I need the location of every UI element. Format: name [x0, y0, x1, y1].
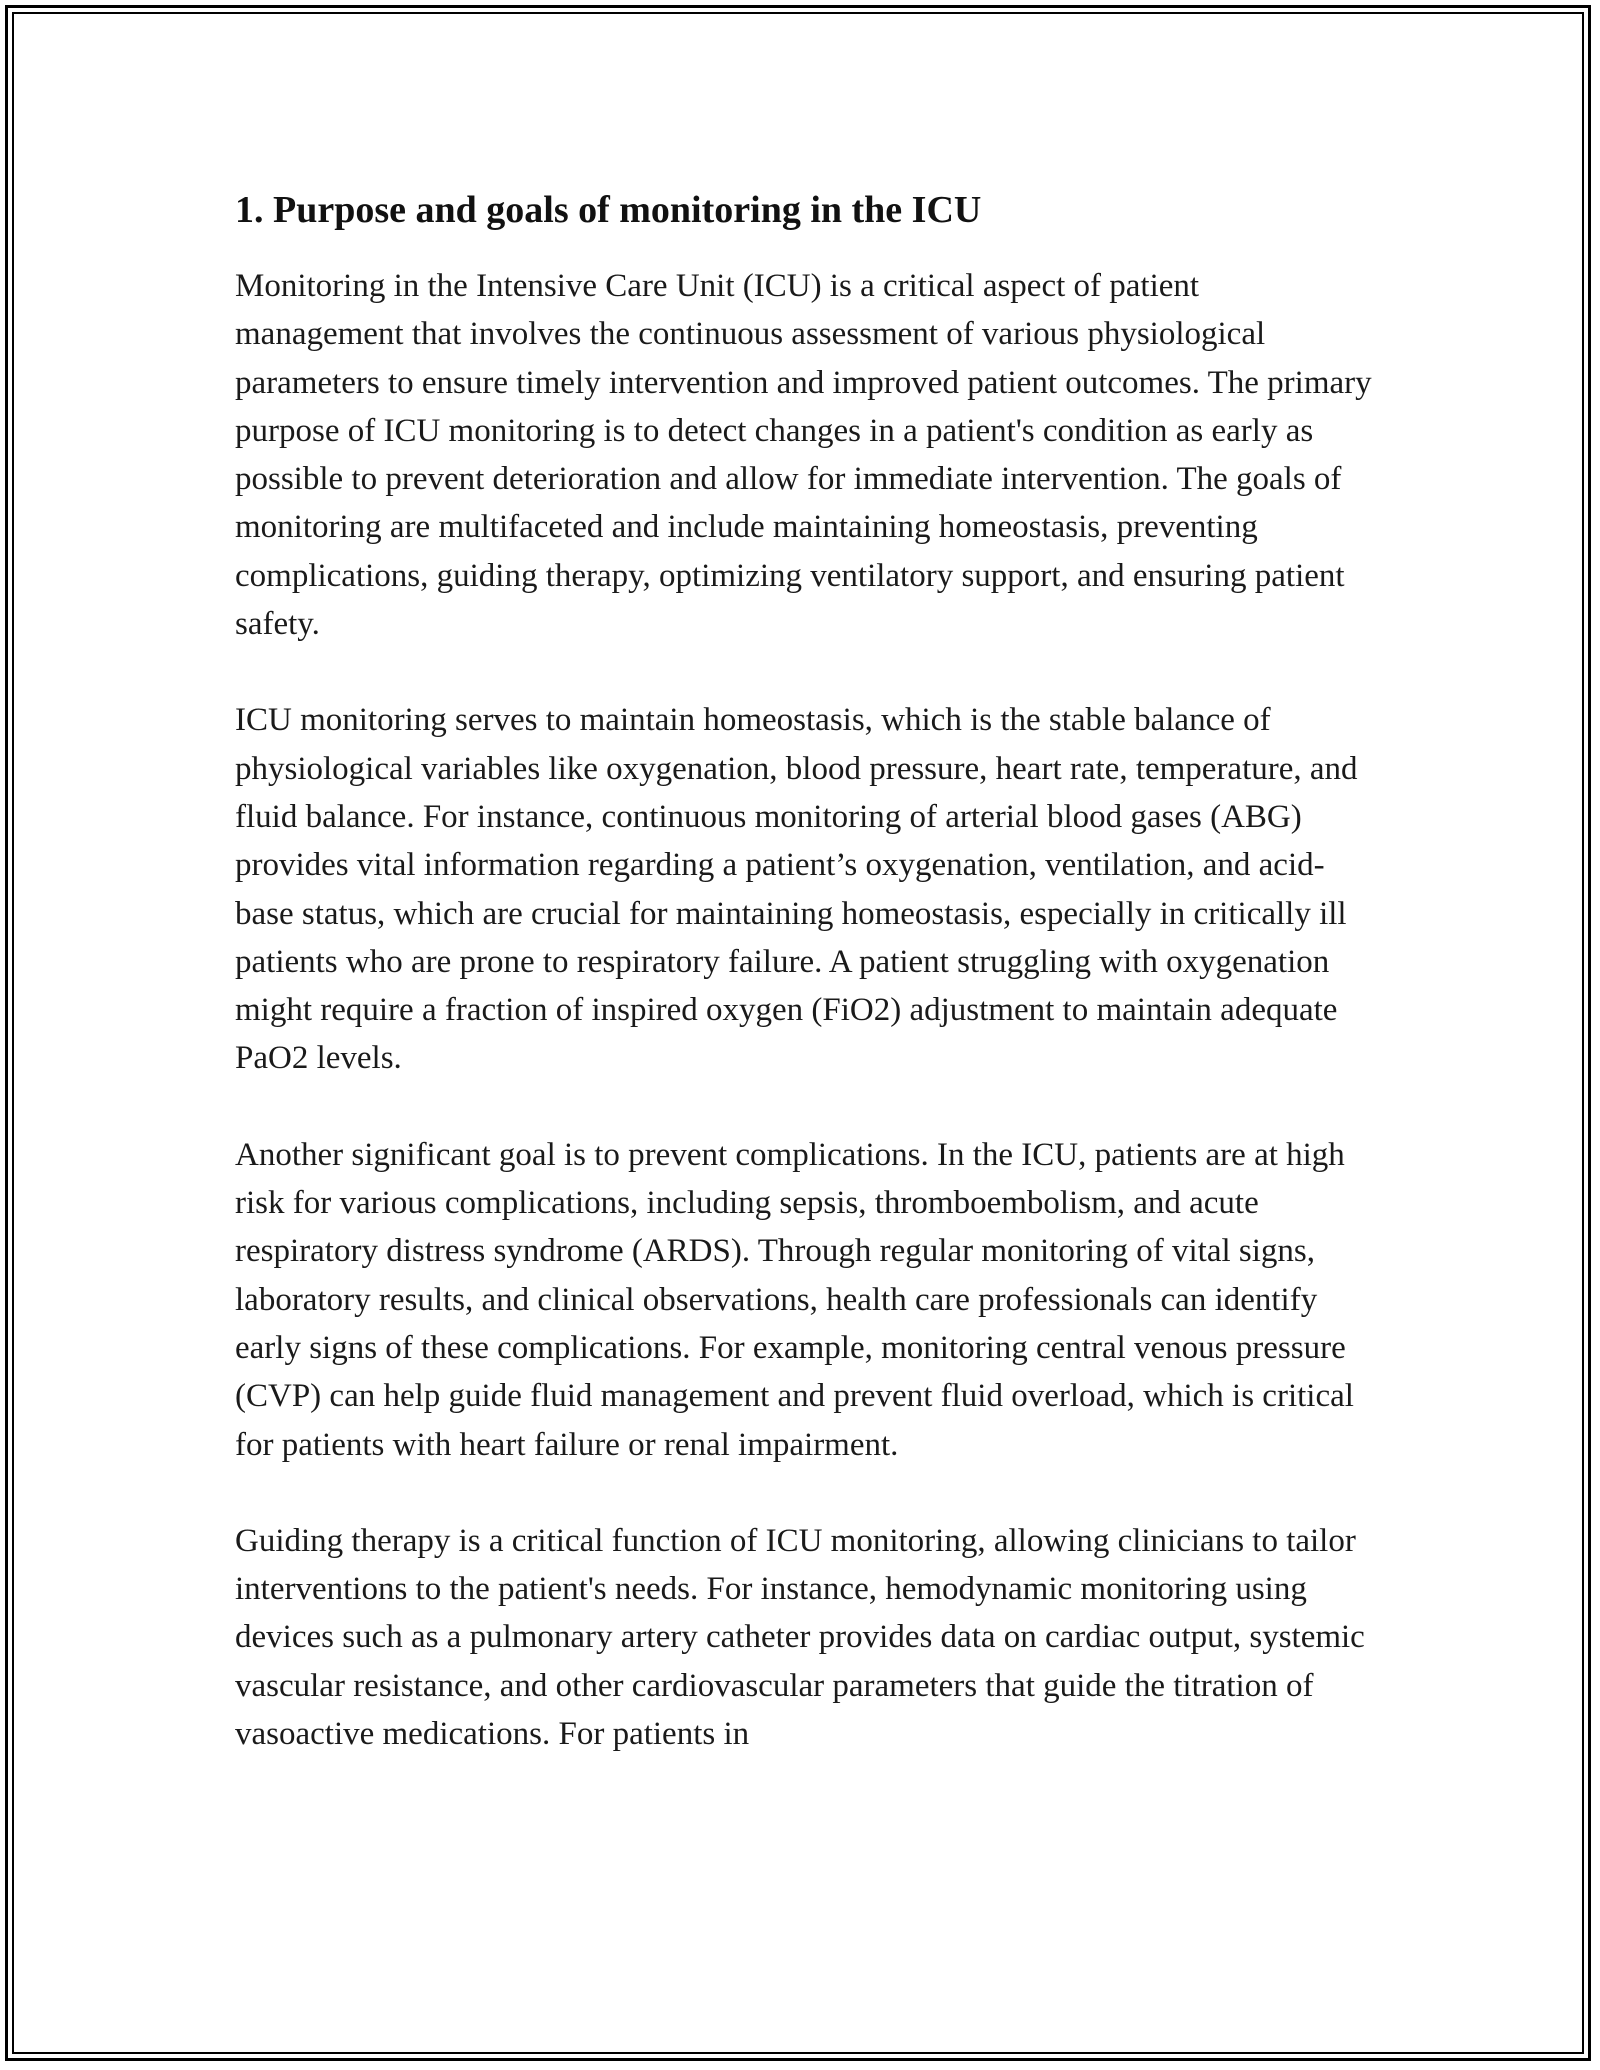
paragraph-complications: Another significant goal is to prevent complications. In the ICU, patients are at high risk for various complications, including sepsis, thromboembolism, and acute respiratory distress syndrome (ARDS). Through regular monitoring of vital signs, laboratory results, and clinical observations, health care professionals can identify early signs of these complications. For example, monitoring central venous pressure (CVP) can help guide fluid management and prevent fluid overload, which is critical for patients with heart failure or renal impairment.: [235, 1136, 1354, 1463]
document-body: [235, 186, 1375, 1806]
paragraph-homeostasis: ICU monitoring serves to maintain homeostasis, which is the stable balance of physiological variables like oxygenation, blood pressure, heart rate, temperature, and fluid balance. For instance, continuous monitoring of arterial blood gases (ABG) provides vital information regarding a patient’s oxygenation, ventilation, and acid-base status, which are crucial for maintaining homeostasis, especially in critically ill patients who are prone to respiratory failure. A patient struggling with oxygenation might require a fraction of inspired oxygen (FiO2) adjustment to maintain adequate PaO2 levels.: [235, 702, 1358, 1077]
section-heading: 1. Purpose and goals of monitoring in the ICU: [235, 189, 982, 231]
paragraph-guiding-therapy: Guiding therapy is a critical function of ICU monitoring, allowing clinicians to tailor interventions to the patient's needs. For instance, hemodynamic monitoring using devices such as a pulmonary artery catheter provides data on cardiac output, systemic vascular resistance, and other cardiovascular parameters that guide the titration of vasoactive medications. For patients in: [235, 1522, 1365, 1753]
paragraph-purpose: Monitoring in the Intensive Care Unit (ICU) is a critical aspect of patient management that involves the continuous assessment of various physiological parameters to ensure timely intervention and improved patient outcomes. The primary purpose of ICU monitoring is to detect changes in a patient's condition as early as possible to prevent deterioration and allow for immediate intervention. The goals of monitoring are multifaceted and include maintaining homeostasis, preventing complications, guiding therapy, optimizing ventilatory support, and ensuring patient safety.: [235, 268, 1372, 643]
